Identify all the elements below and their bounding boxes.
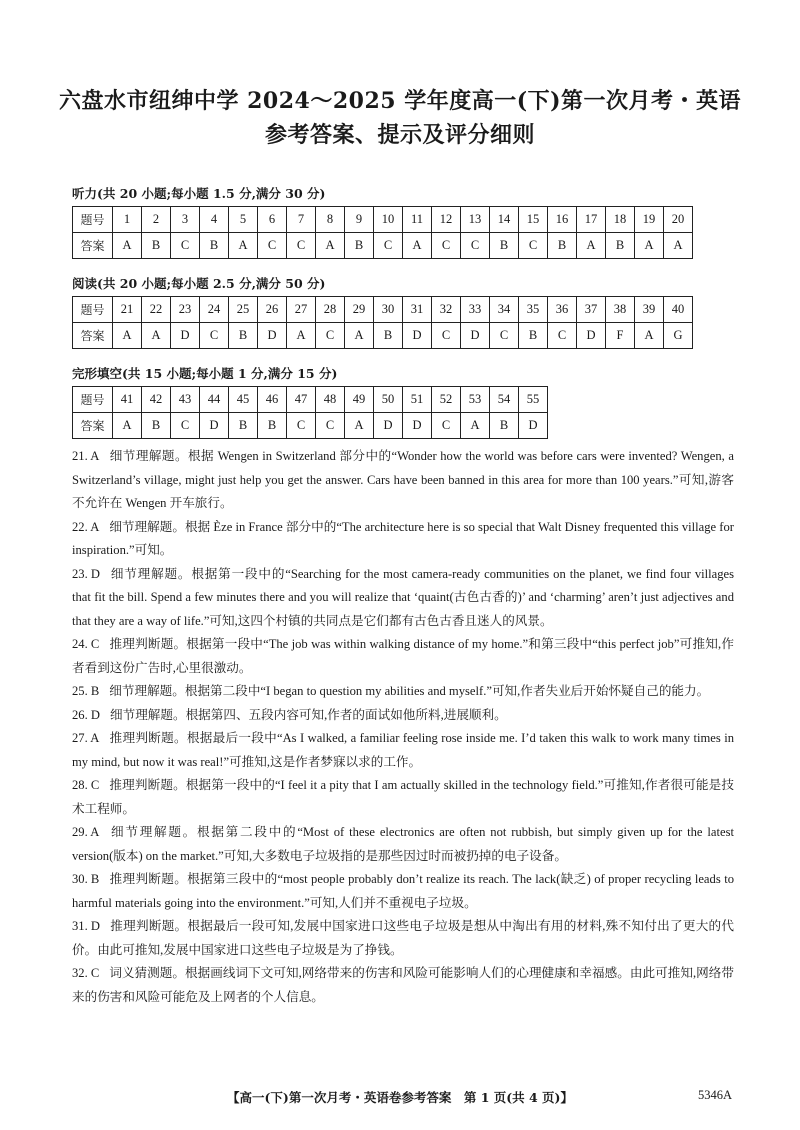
explanation-item [72,680,734,704]
explanation-number: 29. A [72,825,100,839]
explanation-number: 31. D [72,919,100,933]
question-number: 20 [664,207,693,233]
table-row [73,297,693,323]
question-number: 19 [635,207,664,233]
answer-cell: A [287,323,316,349]
answer-cell: C [287,233,316,259]
row-label: 题号 [73,207,113,233]
answer-cell: B [258,413,287,439]
question-number: 46 [258,387,287,413]
explanation-number: 24. C [72,637,100,651]
explanation-text: 推理判断题。根据最后一段可知,发展中国家进口这些电子垃圾是想从中淘出有用的材料,殊不知付出了更大的代价。由此可推知,发展中国家进口这些电子垃圾是为了挣钱。 [72,919,734,957]
question-number: 11 [403,207,432,233]
explanation-number: 27. A [72,731,100,745]
table-row [73,207,693,233]
explanation-number: 25. B [72,684,100,698]
explanation-item [72,727,734,774]
question-number: 9 [345,207,374,233]
question-number: 31 [403,297,432,323]
question-number: 34 [490,297,519,323]
document-code: 5346A [697,1088,732,1102]
question-number: 10 [374,207,403,233]
answer-cell: A [577,233,606,259]
table-row [73,387,548,413]
question-number: 12 [432,207,461,233]
page-title: 六盘水市纽绅中学 2024～2025 学年度高一(下)第一次月考・英语 [58,88,742,114]
question-number: 3 [171,207,200,233]
explanation-list [72,445,734,1009]
answer-cell: D [461,323,490,349]
explanation-item [72,633,734,680]
question-number: 51 [403,387,432,413]
question-number: 21 [113,297,142,323]
table-row [73,323,693,349]
answer-cell: D [171,323,200,349]
explanation-text: 细节理解题。根据第二段中的“Most of these electronics are often not rubbish, but simply given up for the latest version(版本) on the market.”可知,大多数电子垃圾指的是那些因过时而被扔掉的电子设备。 [72,825,734,863]
answer-cell: C [432,413,461,439]
explanation-text: 细节理解题。根据 Wengen in Switzerland 部分中的“Wonder how the world was before cars were invented? Wengen, a Switzerland’s village, might just help you get the answer. Cars have been banned in this area for more than 100 years.”可知,游客不允许在 Wengen 开车旅行。 [72,449,734,510]
question-number: 6 [258,207,287,233]
question-number: 13 [461,207,490,233]
question-number: 40 [664,297,693,323]
table-row [73,233,693,259]
explanation-item [72,915,734,962]
question-number: 4 [200,207,229,233]
question-number: 38 [606,297,635,323]
answer-cell: B [490,413,519,439]
explanation-item [72,868,734,915]
explanation-number: 26. D [72,707,100,722]
explanation-text: 推理判断题。根据最后一段中“As I walked, a familiar feeling rose inside me. I’d taken this walk to work many times in my mind, but now it was real!”可推知,这是作者梦寐以求的工作。 [72,731,734,769]
answer-cell: C [548,323,577,349]
answer-cell: C [519,233,548,259]
page-footer: 【高一(下)第一次月考・英语卷参考答案 第 1 页(共 4 页)】 [227,1090,573,1105]
question-number: 5 [229,207,258,233]
question-number: 33 [461,297,490,323]
explanation-text: 词义猜测题。根据画线词下文可知,网络带来的伤害和风险可能影响人们的心理健康和幸福感。由此可推知,网络带来的伤害和风险可能危及上网者的个人信息。 [72,966,734,1004]
answer-table-cloze [72,386,548,439]
question-number: 17 [577,207,606,233]
answer-cell: C [461,233,490,259]
question-number: 22 [142,297,171,323]
question-number: 27 [287,297,316,323]
row-label: 答案 [73,323,113,349]
explanation-item [72,563,734,634]
question-number: 45 [229,387,258,413]
answer-cell: B [142,233,171,259]
answer-cell: B [548,233,577,259]
explanation-item [72,516,734,563]
answer-cell: A [113,413,142,439]
answer-cell: D [519,413,548,439]
question-number: 30 [374,297,403,323]
answer-cell: B [200,233,229,259]
table-row [73,413,548,439]
answer-cell: C [374,233,403,259]
row-label: 题号 [73,387,113,413]
answer-cell: C [432,323,461,349]
answer-cell: C [490,323,519,349]
explanation-item [72,774,734,821]
row-label: 答案 [73,413,113,439]
answer-cell: A [635,323,664,349]
explanation-text: 细节理解题。根据第一段中的“Searching for the most camera-ready communities on the planet, we find four villages that fit the bill. Spend a few minutes there and you will realize that ‘quaint(古色古香的)’ and ‘charming’ aren’t just adjectives and that they are a way of life.”可知,这四个村镇的共同点是它们都有古色古香且迷人的风景。 [72,566,734,628]
answer-cell: C [258,233,287,259]
answer-cell: A [664,233,693,259]
explanation-number: 30. B [72,872,100,886]
explanation-item [72,445,734,516]
answer-table-reading [72,296,693,349]
row-label: 题号 [73,297,113,323]
question-number: 54 [490,387,519,413]
answer-cell: A [113,323,142,349]
question-number: 52 [432,387,461,413]
question-number: 44 [200,387,229,413]
question-number: 48 [316,387,345,413]
answer-cell: C [171,233,200,259]
explanation-number: 32. C [72,966,100,980]
question-number: 23 [171,297,200,323]
answer-cell: A [316,233,345,259]
answer-cell: D [403,323,432,349]
question-number: 49 [345,387,374,413]
answer-cell: D [258,323,287,349]
answer-cell: D [577,323,606,349]
answer-cell: G [664,323,693,349]
answer-cell: B [374,323,403,349]
explanation-item [72,704,734,728]
row-label: 答案 [73,233,113,259]
question-number: 29 [345,297,374,323]
answer-table-listening [72,206,693,259]
question-number: 53 [461,387,490,413]
answer-cell: C [200,323,229,349]
page-subtitle: 参考答案、提示及评分细则 [264,122,535,148]
question-number: 18 [606,207,635,233]
answer-cell: C [432,233,461,259]
answer-cell: A [113,233,142,259]
question-number: 42 [142,387,171,413]
question-number: 14 [490,207,519,233]
explanation-item [72,962,734,1009]
section-heading-reading: 阅读(共 20 小题;每小题 2.5 分,满分 50 分) [72,276,326,291]
answer-cell: B [229,413,258,439]
question-number: 41 [113,387,142,413]
answer-cell: D [403,413,432,439]
answer-cell: B [229,323,258,349]
explanation-text: 推理判断题。根据第一段中“The job was within walking distance of my home.”和第三段中“this perfect job”可推知,作者看到这份广告时,心里很激动。 [72,637,734,675]
question-number: 24 [200,297,229,323]
explanation-text: 细节理解题。根据第四、五段内容可知,作者的面试如他所料,进展顺利。 [110,707,507,722]
question-number: 28 [316,297,345,323]
answer-cell: C [287,413,316,439]
answer-cell: D [374,413,403,439]
question-number: 1 [113,207,142,233]
question-number: 8 [316,207,345,233]
question-number: 39 [635,297,664,323]
answer-cell: B [490,233,519,259]
answer-cell: B [345,233,374,259]
question-number: 25 [229,297,258,323]
explanation-item [72,821,734,868]
answer-cell: C [171,413,200,439]
answer-cell: F [606,323,635,349]
answer-cell: A [345,323,374,349]
question-number: 16 [548,207,577,233]
question-number: 36 [548,297,577,323]
answer-cell: B [142,413,171,439]
answer-cell: A [142,323,171,349]
explanation-text: 细节理解题。根据 Èze in France 部分中的“The architecture here is so special that Walt Disney frequented this village for inspiration.”可知。 [72,519,734,557]
answer-cell: A [229,233,258,259]
answer-cell: B [606,233,635,259]
explanation-number: 22. A [72,519,100,534]
answer-cell: D [200,413,229,439]
answer-cell: C [316,413,345,439]
question-number: 7 [287,207,316,233]
question-number: 2 [142,207,171,233]
question-number: 35 [519,297,548,323]
section-heading-listening: 听力(共 20 小题;每小题 1.5 分,满分 30 分) [72,186,326,201]
explanation-number: 21. A [72,449,100,463]
answer-cell: A [403,233,432,259]
question-number: 47 [287,387,316,413]
answer-cell: B [519,323,548,349]
answer-cell: C [316,323,345,349]
explanation-text: 推理判断题。根据第三段中的“most people probably don’t realize its reach. The lack(缺乏) of proper recycling leads to harmful materials going into the environment.”可知,人们并不重视电子垃圾。 [72,872,734,910]
section-heading-cloze: 完形填空(共 15 小题;每小题 1 分,满分 15 分) [72,366,338,381]
question-number: 32 [432,297,461,323]
question-number: 43 [171,387,200,413]
explanation-number: 28. C [72,778,100,792]
answer-cell: A [345,413,374,439]
question-number: 37 [577,297,606,323]
explanation-text: 细节理解题。根据第二段中“I began to question my abilities and myself.”可知,作者失业后开始怀疑自己的能力。 [109,684,710,698]
question-number: 15 [519,207,548,233]
question-number: 50 [374,387,403,413]
answer-cell: A [461,413,490,439]
explanation-number: 23. D [72,566,100,581]
answer-cell: A [635,233,664,259]
question-number: 26 [258,297,287,323]
question-number: 55 [519,387,548,413]
explanation-text: 推理判断题。根据第一段中的“I feel it a pity that I am actually skilled in the technology field.”可推知,作者很可能是技术工程师。 [72,778,734,816]
